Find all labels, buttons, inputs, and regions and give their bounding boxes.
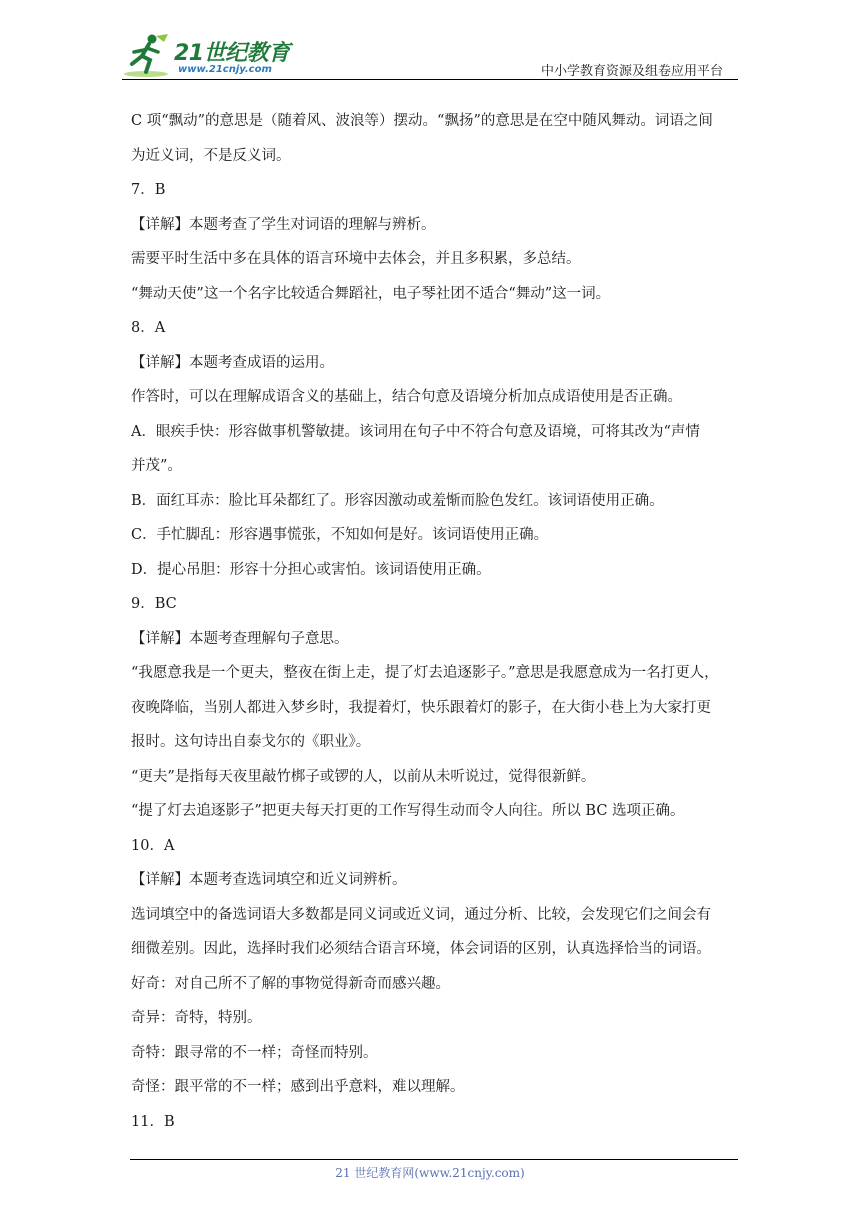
logo [122,30,292,82]
question-answer-10: 10．A [131,837,175,854]
text-line: B．面红耳赤：脸比耳朵都红了。形容因激动或羞惭而脸色发红。该词语使用正确。 [131,492,664,509]
runner-logo-icon [122,30,172,80]
question-answer-8: 8．A [131,320,166,336]
text-line: C．手忙脚乱：形容遇事慌张，不知如何是好。该词语使用正确。 [131,527,549,543]
text-line: “提了灯去追逐影子”把更夫每天打更的工作写得生动而令人向往。所以 BC 选项正确。 [131,803,685,819]
text-line: 【详解】本题考查选词填空和近义词辨析。 [131,872,407,888]
text-line: 好奇：对自己所不了解的事物觉得新奇而感兴趣。 [131,975,450,992]
question-answer-9: 9．BC [131,596,177,612]
text-line: 为近义词，不是反义词。 [131,147,291,164]
question-answer-11: 11．B [131,1113,175,1130]
text-line: 需要平时生活中多在具体的语言环境中去体会，并且多积累，多总结。 [131,251,581,267]
text-line: 细微差别。因此，选择时我们必须结合语言环境，体会词语的区别，认真选择恰当的词语。 [131,941,711,957]
text-line: 奇特：跟寻常的不一样；奇怪而特别。 [131,1044,378,1061]
text-line: 奇异：奇特，特别。 [131,1010,262,1026]
page-header [0,0,860,90]
text-line: D．提心吊胆：形容十分担心或害怕。该词语使用正确。 [131,561,491,578]
question-answer-7: 7．B [131,182,166,198]
footer-divider [130,1159,738,1160]
text-line: 【详解】本题考查了学生对词语的理解与辨析。 [131,216,436,233]
text-line: 报时。这句诗出自泰戈尔的《职业》。 [131,734,371,750]
text-line: 夜晚降临，当别人都进入梦乡时，我提着灯，快乐跟着灯的影子，在大街小巷上为大家打更 [131,699,711,716]
text-line: 选词填空中的备选词语大多数都是同义词或近义词，通过分析、比较，会发现它们之间会有 [131,906,711,923]
text-line: “舞动天使”这一个名字比较适合舞蹈社，电子琴社团不适合“舞动”这一词。 [131,285,611,302]
text-line: 【详解】本题考查成语的运用。 [131,354,334,371]
footer-text[interactable]: 21 世纪教育网(www.21cnjy.com) [335,1166,525,1180]
logo-title: 21世纪教育 [174,41,290,66]
text-line: “更夫”是指每天夜里敲竹梆子或锣的人，以前从未听说过，觉得很新鲜。 [131,768,596,785]
text-line: A．眼疾手快：形容做事机警敏捷。该词用在句子中不符合句意及语境，可将其改为“声情 [131,423,700,440]
text-line: C 项“飘动”的意思是（随着风、波浪等）摆动。“飘扬”的意思是在空中随风舞动。词语之间 [131,113,713,129]
text-line: 并茂”。 [131,458,182,474]
text-line: 【详解】本题考查理解句子意思。 [131,630,349,647]
text-line: “我愿意我是一个更夫，整夜在街上走，提了灯去追逐影子。”意思是我愿意成为一名打更人， [131,665,719,681]
header-platform-text: 中小学教育资源及组卷应用平台 [540,64,723,79]
answer-content [131,104,741,1139]
text-line: 作答时，可以在理解成语含义的基础上，结合句意及语境分析加点成语使用是否正确。 [131,389,682,405]
text-line: 奇怪：跟平常的不一样；感到出乎意料，难以理解。 [131,1079,465,1095]
header-divider [122,79,738,80]
logo-url: www.21cnjy.com [178,64,272,75]
